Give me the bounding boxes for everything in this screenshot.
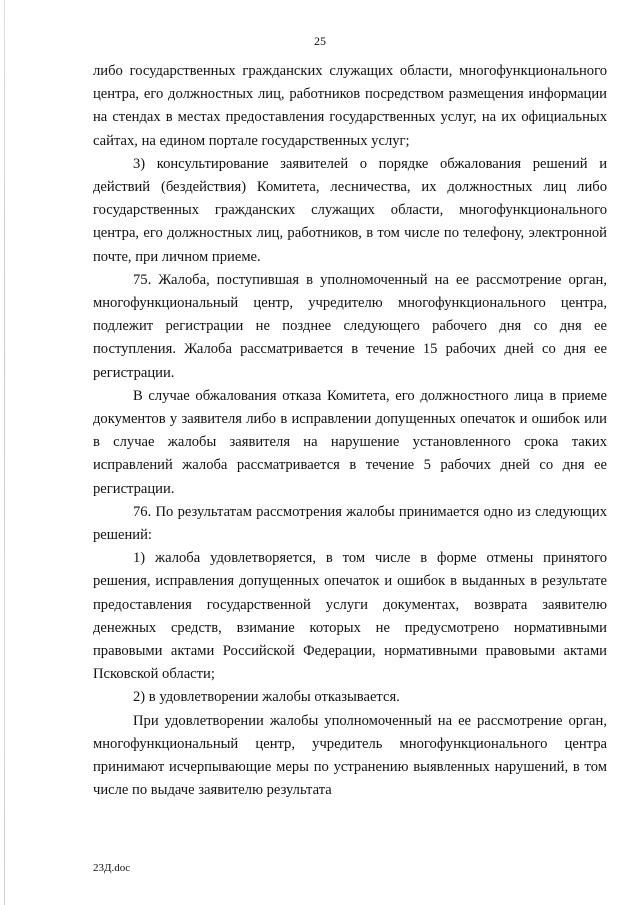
- paragraph-decision-1: 1) жалоба удовлетворяется, в том числе в форме отмены принятого решения, исправления допущенных опечаток и ошибок в выданных в результате предоставления государственной услуги документах, возврата заявителю денежных средств, взимание которых не предусмотрено нормативными правовыми актами Российской Федерации, нормативными правовыми актами Псковской области;: [93, 550, 607, 683]
- paragraph-refusal-appeal: В случае обжалования отказа Комитета, его должностного лица в приеме документов у заявителя либо в исправлении допущенных опечаток и ошибок или в случае жалобы заявителя на нарушение установленного срока таких исправлений жалоба рассматривается в течение 5 рабочих дней со дня ее регистрации.: [93, 387, 607, 497]
- footer-filename: 23Д.doc: [93, 862, 131, 874]
- paragraph-section-75: 75. Жалоба, поступившая в уполномоченный на ее рассмотрение орган, многофункциональный центр, учредителю многофункционального центра, подлежит регистрации не позднее следующего рабочего дня со дня ее поступления. Жалоба рассматривается в течение 15 рабочих дней со дня ее регистрации.: [93, 271, 607, 381]
- scan-edge-line: [4, 0, 5, 905]
- paragraph-continuation: либо государственных гражданских служащих области, многофункционального центра, его должностных лиц, работников посредством размещения информации на стендах в местах предоставления государственных услуг, на их официальных сайтах, на едином портале государственных услуг;: [93, 63, 607, 149]
- paragraph-decision-2: 2) в удовлетворении жалобы отказывается.: [133, 689, 400, 706]
- page-number: 25: [314, 34, 326, 48]
- paragraph-section-76: 76. По результатам рассмотрения жалобы принимается одно из следующих решений:: [93, 503, 607, 544]
- paragraph-item-3: 3) консультирование заявителей о порядке обжалования решений и действий (бездействия) Комитета, лесничества, их должностных лиц либо государственных гражданских служащих области, многофункционального центра, его должностных лиц, работников, в том числе по телефону, электронной почте, при личном приеме.: [93, 155, 607, 265]
- paragraph-satisfaction-measures: При удовлетворении жалобы уполномоченный на ее рассмотрение орган, многофункциональный центр, учредитель многофункционального центра принимают исчерпывающие меры по устранению выявленных нарушений, в том числе по выдаче заявителю результата: [93, 712, 607, 799]
- document-body: [93, 60, 607, 803]
